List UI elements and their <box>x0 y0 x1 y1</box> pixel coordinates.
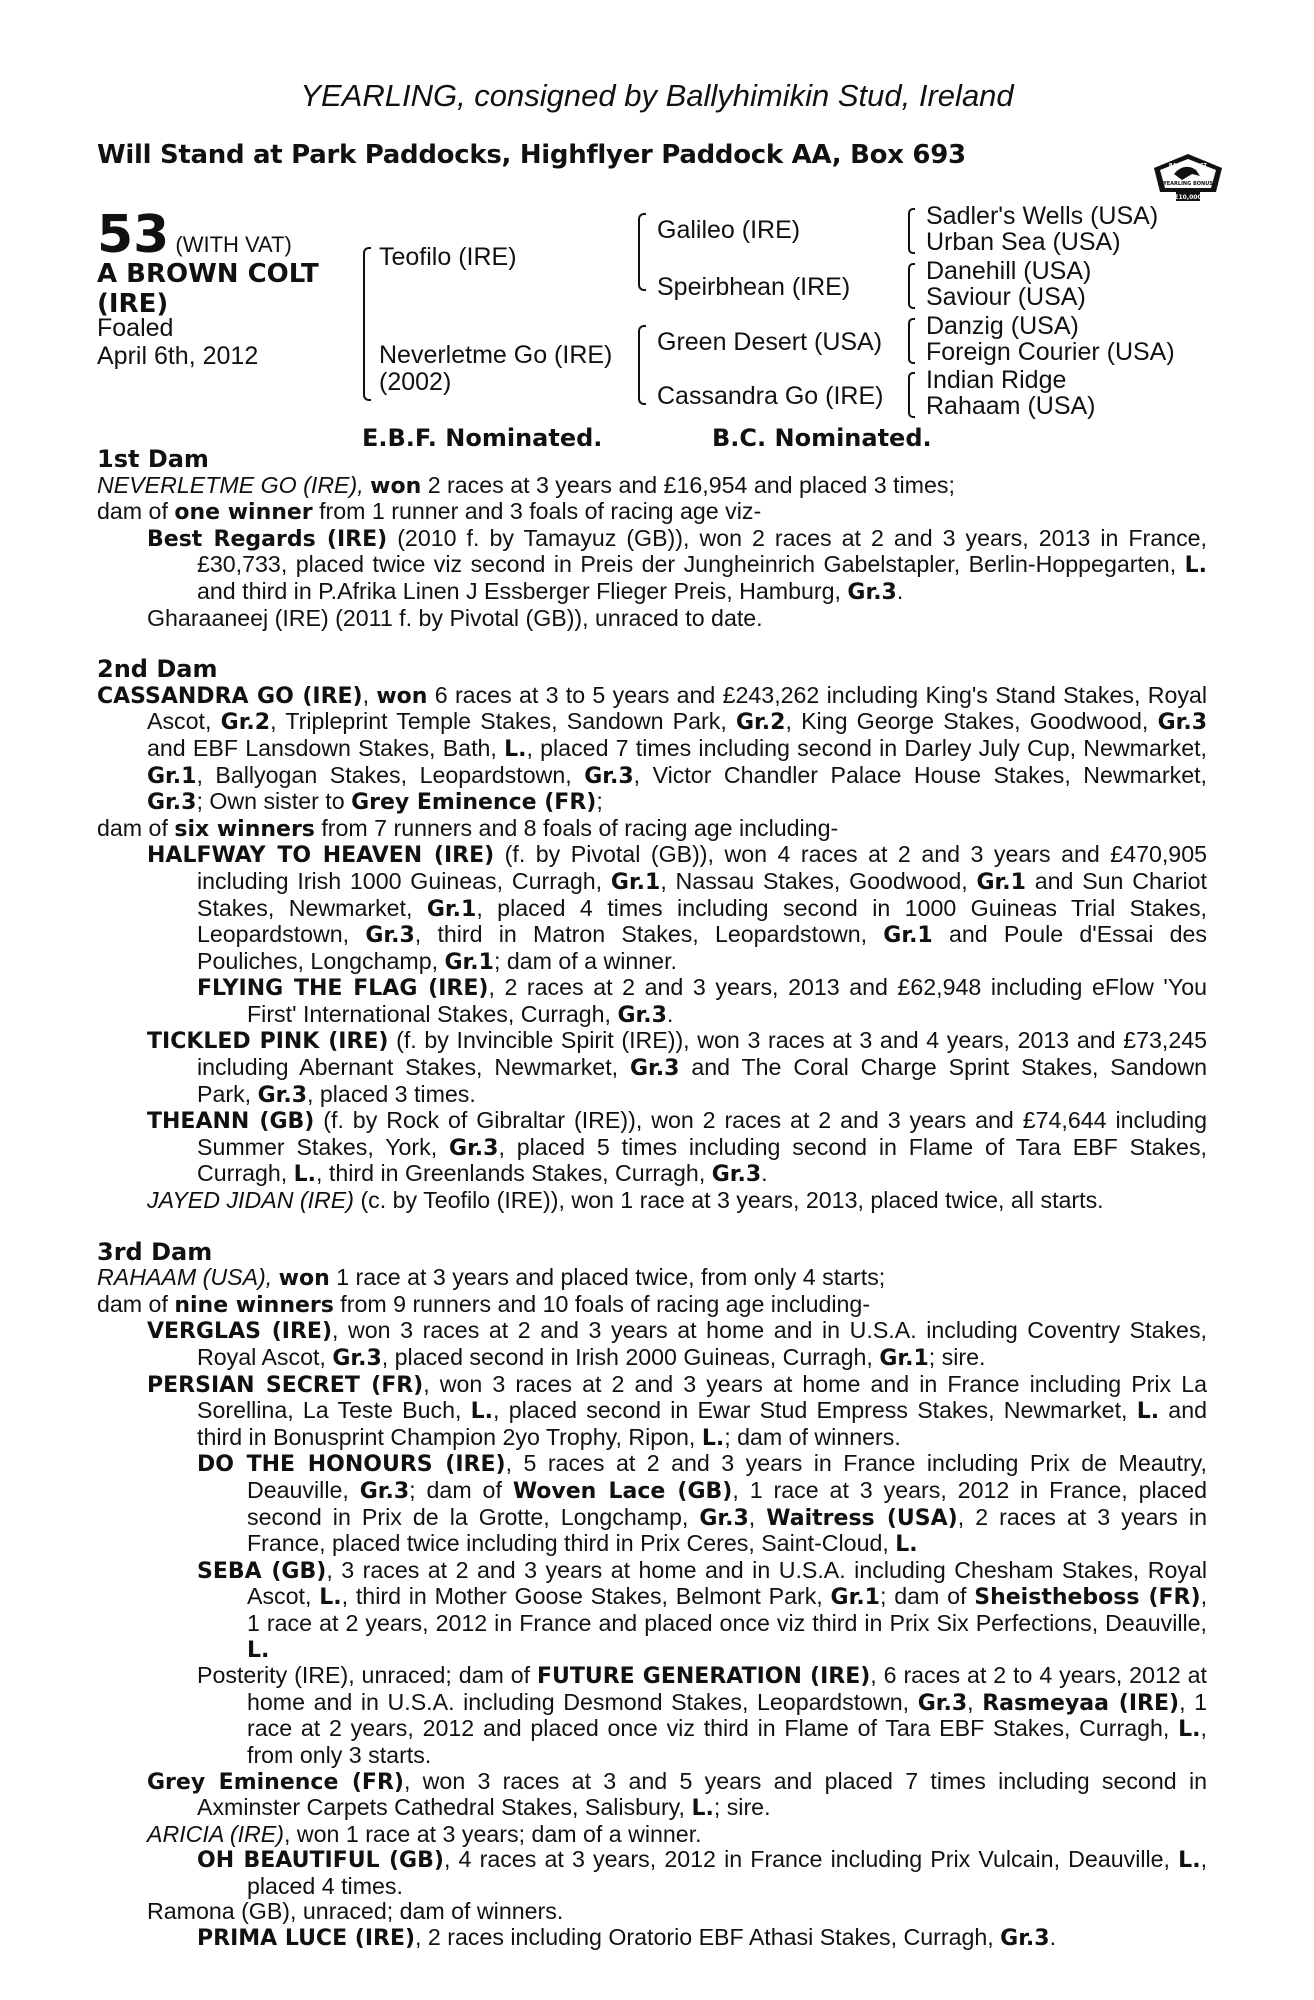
pedigree-dam-dam: Cassandra Go (IRE) <box>657 382 884 410</box>
t: , won 3 races at 3 and 5 years and placed 7 times including second in Axminster Carpets Cathedral Stakes, Salisbury, <box>197 1767 1207 1821</box>
third-dam-heading: 3rd Dam <box>97 1237 213 1266</box>
t: (f. by Rock of Gibraltar (IRE)), won 2 races at 2 and 3 years and £74,644 including Summer Stakes, York, <box>197 1107 1207 1160</box>
grade: Gr.2 <box>220 710 271 736</box>
t: . <box>666 1000 674 1027</box>
bc-nominated: B.C. Nominated. <box>712 424 932 452</box>
pedigree-g3: Danehill (USA) <box>926 257 1092 285</box>
t: from 7 runners and 8 foals of racing age including- <box>314 814 839 841</box>
t: , 1 race at 2 years, 2012 and placed once viz third in Flame of Tara EBF Stakes, Curragh, <box>247 1688 1207 1742</box>
produce-theann <box>97 1108 1207 1188</box>
grade: Gr.3 <box>1157 710 1207 736</box>
t: , third in Matron Stakes, Leopardstown, <box>414 921 884 948</box>
pedigree-g5: Danzig (USA) <box>926 312 1079 340</box>
ebf-nominated: E.B.F. Nominated. <box>362 424 603 452</box>
t: ; Own sister to <box>196 788 352 815</box>
t: , <box>748 1503 767 1530</box>
third-dam-dam-of <box>97 1292 1207 1319</box>
first-dam-name: NEVERLETME GO (IRE), <box>97 471 364 498</box>
t: and third in P.Afrika Linen J Essberger Flieger Preis, Hamburg, <box>197 577 848 604</box>
produce-oh-beautiful <box>97 1847 1207 1899</box>
won: won <box>278 1266 330 1292</box>
t: , placed 4 times including second in 1000 Guineas Trial Stakes, Leopardstown, <box>197 894 1207 948</box>
pedigree-sire-dam: Speirbhean (IRE) <box>657 273 851 301</box>
won: won <box>376 683 428 709</box>
t: , 6 races at 2 to 4 years, 2012 at home and in U.S.A. including Desmond Stakes, Leopardstown, <box>247 1662 1208 1715</box>
produce-aricia <box>97 1822 1207 1848</box>
horse-name: TICKLED PINK (IRE) <box>147 1029 389 1055</box>
produce-tickled-pink <box>97 1028 1207 1108</box>
first-dam-winner-count: one winner <box>174 500 313 526</box>
catalogue-body <box>97 447 1207 1952</box>
t: , Nassau Stakes, Goodwood, <box>660 867 977 894</box>
g-brace-3 <box>908 318 915 364</box>
grade: Gr.3 <box>332 1346 382 1371</box>
t: , third in Mother Goose Stakes, Belmont Park, <box>341 1583 831 1610</box>
grade: Gr.3 <box>449 1135 499 1161</box>
produce-persian-secret <box>97 1372 1207 1452</box>
lot-description <box>97 259 319 319</box>
horse-name: OH BEAUTIFUL (GB) <box>197 1848 444 1874</box>
grade: Gr.3 <box>365 923 415 949</box>
foaled-label: Foaled <box>97 314 174 342</box>
t: ; <box>596 788 603 815</box>
grade: Gr.1 <box>426 896 477 922</box>
lot-description-line-2: (IRE) <box>97 289 169 319</box>
page-title: YEARLING, consigned by Ballyhimikin Stud, Ireland <box>300 78 1014 113</box>
second-dam-dam-of <box>97 816 1207 843</box>
racing-post-yearling-bonus-badge-icon <box>1150 148 1226 202</box>
horse-name: JAYED JIDAN (IRE) <box>147 1187 354 1214</box>
horse-name: Rasmeyaa (IRE) <box>982 1690 1180 1716</box>
foaled-date: April 6th, 2012 <box>97 342 259 370</box>
horse-name: Waitress (USA) <box>766 1505 958 1531</box>
t: , won 1 race at 3 years; dam of a winner. <box>284 1820 702 1847</box>
pedigree-dam-sire: Green Desert (USA) <box>657 328 883 356</box>
pedigree-g8: Rahaam (USA) <box>926 392 1096 420</box>
grade: Gr.2 <box>736 710 786 736</box>
pedigree-g2: Urban Sea (USA) <box>926 228 1121 256</box>
grade: Gr.1 <box>883 923 933 949</box>
produce-do-the-honours <box>97 1451 1207 1557</box>
t: , <box>967 1688 983 1715</box>
t: 6 races at 3 to 5 years and £243,262 including King's Stand Stakes, Royal Ascot, <box>147 681 1207 735</box>
t: , Ballyogan Stakes, Leopardstown, <box>196 761 585 788</box>
grade: L. <box>319 1585 342 1611</box>
grade: Gr.1 <box>444 949 494 975</box>
produce-posterity <box>97 1663 1207 1768</box>
t: and third in Bonusprint Champion 2yo Trophy, Ripon, <box>197 1397 1207 1450</box>
grade: L. <box>293 1162 317 1188</box>
grade: L. <box>895 1532 918 1558</box>
horse-name: FUTURE GENERATION (IRE) <box>536 1664 871 1690</box>
pedigree-g1: Sadler's Wells (USA) <box>926 202 1159 230</box>
lot-description-line-1: A BROWN COLT <box>97 259 319 289</box>
t: and EBF Lansdown Stakes, Bath, <box>147 734 505 761</box>
grade: Gr.3 <box>1000 1926 1050 1952</box>
horse-name: DO THE HONOURS (IRE) <box>197 1452 506 1478</box>
t: , placed 3 times. <box>307 1080 476 1107</box>
t: and The Coral Charge Sprint Stakes, Sandown Park, <box>197 1054 1207 1107</box>
first-dam-heading: 1st Dam <box>97 445 209 473</box>
horse-name: PRIMA LUCE (IRE) <box>197 1926 416 1952</box>
horse-name: Best Regards (IRE) <box>147 526 388 552</box>
pedigree-dam: Neverletme Go (IRE) <box>379 341 613 369</box>
produce-halfway-to-heaven <box>97 842 1207 975</box>
t: Posterity (IRE), unraced; dam of <box>197 1662 537 1689</box>
t: ; dam of <box>879 1583 975 1610</box>
grade: Gr.3 <box>147 790 197 816</box>
produce-prima-luce <box>97 1925 1207 1952</box>
pedigree-g7: Indian Ridge <box>926 366 1067 394</box>
t: (c. by Teofilo (IRE)), won 1 race at 3 years, 2013, placed twice, all starts. <box>354 1187 1104 1214</box>
svg-text:RACING POST: RACING POST <box>1168 163 1208 169</box>
t: , placed second in Irish 2000 Guineas, Curragh, <box>381 1344 880 1370</box>
horse-name: Grey Eminence (FR) <box>147 1769 404 1795</box>
pedigree-g4: Saviour (USA) <box>926 283 1086 311</box>
t: (2010 f. by Tamayuz (GB)), won 2 races at 2 and 3 years, 2013 in France, £30,733, placed twice viz second in Preis der Jungheinrich Gabelstapler, Berlin-Hoppegarten, <box>197 524 1207 578</box>
grade: L. <box>504 736 527 762</box>
lot-number-block <box>97 205 292 265</box>
t: (f. by Invincible Spirit (IRE)), won 3 races at 3 and 4 years, 2013 and £73,245 including Abernant Stakes, Newmarket, <box>197 1027 1208 1081</box>
grade: Gr.3 <box>917 1690 968 1716</box>
t: 1 race at 3 years and placed twice, from only 4 starts; <box>329 1264 886 1291</box>
grade: Gr.1 <box>830 1585 880 1611</box>
grade: L. <box>701 1425 725 1451</box>
first-dam-summary <box>97 473 1207 500</box>
t: . <box>1049 1924 1057 1951</box>
t: dam of <box>97 498 175 525</box>
t: from 9 runners and 10 foals of racing age including- <box>333 1290 871 1317</box>
t: , placed 5 times including second in Flame of Tara EBF Stakes, Curragh, <box>197 1133 1207 1187</box>
t: and Poule d'Essai des Pouliches, Longchamp, <box>197 921 1208 974</box>
produce-flying-the-flag <box>97 975 1207 1028</box>
horse-name: SEBA (GB) <box>197 1558 327 1584</box>
svg-text:£10,000: £10,000 <box>1174 194 1202 201</box>
third-dam-summary <box>97 1265 1207 1292</box>
t: , 4 races at 3 years, 2012 in France including Prix Vulcain, Deauville, <box>443 1846 1179 1873</box>
stand-location: Will Stand at Park Paddocks, Highflyer Paddock AA, Box 693 <box>97 140 966 170</box>
lot-vat: (WITH VAT) <box>175 232 292 257</box>
t: dam of <box>97 814 175 841</box>
horse-name: Sheistheboss (FR) <box>974 1585 1201 1611</box>
t: , won 3 races at 2 and 3 years at home and in U.S.A. including Coventry Stakes, Royal Ascot, <box>197 1317 1207 1370</box>
produce-verglas <box>97 1318 1207 1371</box>
t: ; sire. <box>713 1794 771 1821</box>
t: , 1 race at 3 years, 2012 in France, placed second in Prix de la Grotte, Longchamp, <box>247 1476 1207 1530</box>
horse-name: FLYING THE FLAG (IRE) <box>197 976 489 1002</box>
dam-grandparents-brace <box>638 325 646 405</box>
horse-name: THEANN (GB) <box>147 1109 315 1135</box>
t: , placed 7 times including second in Darley July Cup, Newmarket, <box>526 734 1207 761</box>
t: , 2 races at 2 and 3 years, 2013 and £62,948 including eFlow 'You First' International Stakes, Curragh, <box>247 974 1207 1027</box>
grade: L. <box>1136 1399 1160 1425</box>
second-dam-summary: CASSANDRA GO (IRE), won 6 races at 3 to 5 years and £243,262 including King's Stand Stakes, Royal Ascot, Gr.2, Tripleprint Temple Stakes, Sandown Park, Gr.2, King George Stakes, Goodwood, Gr.3 and EBF Lansdown Stakes, Bath, L., placed 7 times including second in Darley July Cup, Newmarket, Gr.1, Ballyogan Stakes, Leopardstown, Gr.3, Victor Chandler Palace House Stakes, Newmarket, Gr.3; Own sister to Grey Eminence (FR); <box>97 681 1207 816</box>
grade: L. <box>1178 1848 1201 1874</box>
grade: Gr.3 <box>359 1478 410 1504</box>
svg-text:YEARLING BONUS: YEARLING BONUS <box>1163 181 1213 187</box>
t: , Tripleprint Temple Stakes, Sandown Park, <box>270 708 736 735</box>
t: , third in Greenlands Stakes, Curragh, <box>316 1160 712 1187</box>
grade: Gr.3 <box>847 579 897 605</box>
horse-name: ARICIA (IRE) <box>147 1820 284 1847</box>
t: , Victor Chandler Palace House Stakes, Newmarket, <box>633 761 1207 788</box>
t: and Sun Chariot Stakes, Newmarket, <box>197 867 1207 921</box>
grade: Gr.1 <box>879 1346 929 1371</box>
t: (f. by Pivotal (GB)), won 4 races at 2 and 3 years and £470,905 including Irish 1000 Guineas, Curragh, <box>197 841 1207 894</box>
grade: Gr.3 <box>617 1002 667 1028</box>
grade: L. <box>470 1399 494 1425</box>
t: , won 3 races at 2 and 3 years at home and in France including Prix La Sorellina, La Teste Buch, <box>197 1370 1207 1424</box>
t: , placed 4 times. <box>247 1846 1208 1899</box>
t: . <box>896 577 904 604</box>
first-dam-dam-of <box>97 499 1207 526</box>
grade: Gr.3 <box>584 763 634 789</box>
lot-number: 53 <box>97 205 170 265</box>
grade: Gr.1 <box>610 869 661 895</box>
horse-name: HALFWAY TO HEAVEN (IRE) <box>147 843 495 869</box>
pedigree-dam-year: (2002) <box>379 368 452 396</box>
t: , 5 races at 2 and 3 years in France including Prix de Meautry, Deauville, <box>247 1450 1207 1503</box>
grade: Gr.3 <box>257 1082 307 1108</box>
t: ; sire. <box>928 1344 986 1370</box>
t: , 2 races at 3 years in France, placed twice including third in Prix Ceres, Saint-Cloud, <box>247 1503 1207 1557</box>
t: , 1 race at 2 years, 2012 in France and placed once viz third in Prix Six Perfections, Deauville, <box>247 1583 1208 1636</box>
pedigree-sire: Teofilo (IRE) <box>379 243 517 271</box>
grade: L. <box>1178 1717 1201 1743</box>
t: ; dam of <box>409 1476 513 1503</box>
g-brace-2 <box>908 263 915 309</box>
t: dam of <box>97 1290 175 1317</box>
grade: Gr.3 <box>699 1505 749 1531</box>
sire-grandparents-brace <box>638 213 646 291</box>
g-brace-1 <box>908 208 915 254</box>
produce-ramona: Ramona (GB), unraced; dam of winners. <box>147 1898 564 1925</box>
g-brace-4 <box>908 372 915 418</box>
sire-dam-brace <box>363 247 371 401</box>
horse-name: PERSIAN SECRET (FR) <box>147 1372 424 1398</box>
t: ; dam of a winner. <box>493 947 677 974</box>
produce-grey-eminence <box>97 1769 1207 1822</box>
t: , 3 races at 2 and 3 years at home and in U.S.A. including Chesham Stakes, Royal Ascot, <box>247 1556 1208 1610</box>
foaled-info <box>97 314 258 370</box>
t: , King George Stakes, Goodwood, <box>785 708 1158 735</box>
first-dam-won: won <box>370 473 422 499</box>
grade: L. <box>1184 553 1207 579</box>
horse-name: Grey Eminence (FR) <box>351 790 597 816</box>
produce-best-regards <box>97 526 1207 606</box>
grade: Gr.1 <box>976 869 1026 895</box>
winner-count: six winners <box>174 816 315 842</box>
grade: Gr.3 <box>629 1056 680 1082</box>
horse-name: VERGLAS (IRE) <box>147 1319 332 1345</box>
grade: Gr.1 <box>147 763 197 789</box>
grade: L. <box>247 1637 270 1663</box>
t: . <box>761 1160 768 1187</box>
first-dam-summary-text: 2 races at 3 years and £16,954 and placed 3 times; <box>421 471 955 498</box>
grade: L. <box>691 1796 714 1822</box>
produce-gharaaneej: Gharaaneej (IRE) (2011 f. by Pivotal (GB)), unraced to date. <box>147 604 763 631</box>
grade: Gr.3 <box>711 1162 762 1188</box>
second-dam-name: CASSANDRA GO (IRE) <box>97 683 363 709</box>
produce-jayed-jidan <box>97 1188 1207 1214</box>
t: from 1 runner and 3 foals of racing age viz- <box>312 498 762 525</box>
t: , 2 races including Oratorio EBF Athasi Stakes, Curragh, <box>415 1924 1001 1951</box>
horse-name: Woven Lace (GB) <box>512 1478 733 1504</box>
produce-seba <box>97 1558 1207 1663</box>
second-dam-heading: 2nd Dam <box>97 655 218 684</box>
winner-count: nine winners <box>174 1292 334 1318</box>
pedigree-sire-sire: Galileo (IRE) <box>657 216 801 244</box>
t: , placed second in Ewar Stud Empress Stakes, Newmarket, <box>493 1397 1137 1424</box>
third-dam-name: RAHAAM (USA), <box>97 1264 273 1291</box>
pedigree-g6: Foreign Courier (USA) <box>926 338 1175 366</box>
t: ; dam of winners. <box>724 1423 901 1450</box>
t: , from only 3 starts. <box>247 1715 1207 1768</box>
